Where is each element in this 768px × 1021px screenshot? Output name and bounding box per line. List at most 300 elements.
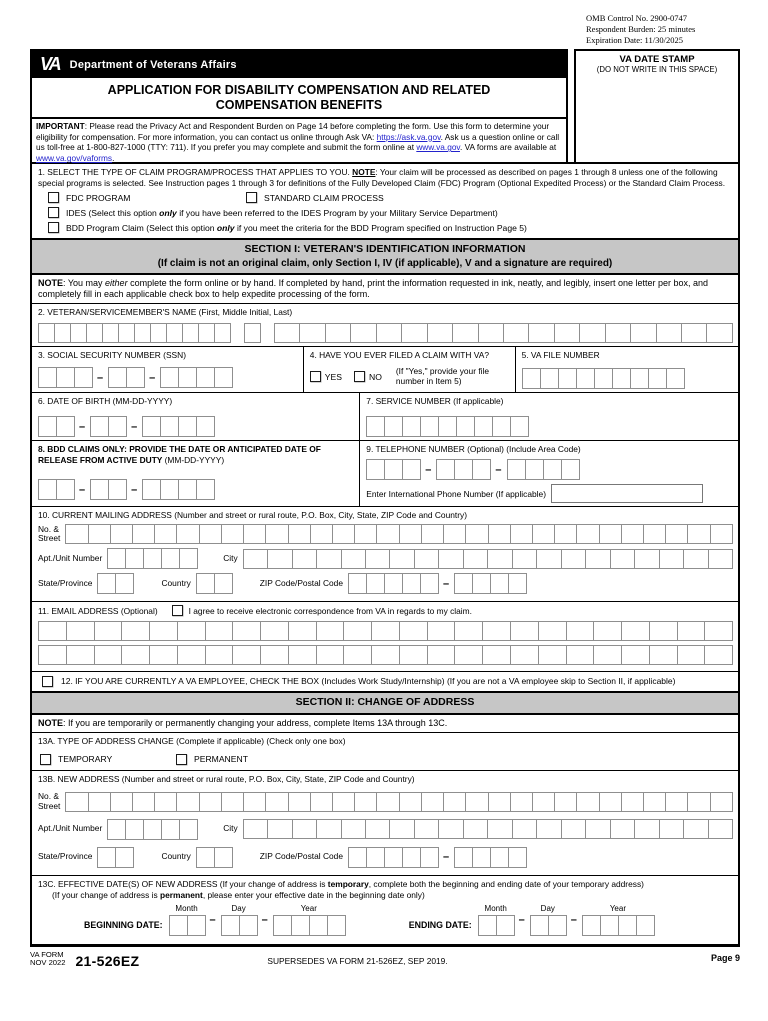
end-month-group bbox=[478, 904, 514, 936]
char-box bbox=[179, 819, 198, 840]
char-box bbox=[118, 323, 135, 343]
country-label: Country bbox=[161, 577, 191, 588]
char-box bbox=[508, 573, 527, 594]
char-box bbox=[465, 792, 488, 812]
char-box bbox=[582, 915, 601, 936]
effective-dates-row bbox=[38, 904, 732, 941]
char-box bbox=[643, 524, 666, 544]
email-boxes-row-1[interactable] bbox=[38, 621, 732, 641]
char-box bbox=[421, 792, 444, 812]
char-box bbox=[452, 323, 478, 343]
char-box bbox=[456, 416, 475, 437]
char-box bbox=[630, 323, 656, 343]
char-box bbox=[232, 621, 261, 641]
char-box bbox=[438, 819, 463, 839]
fdc-program-checkbox[interactable] bbox=[48, 192, 59, 203]
new-zip-boxes[interactable] bbox=[348, 847, 438, 868]
char-box bbox=[332, 524, 355, 544]
char-box bbox=[102, 323, 119, 343]
street-row bbox=[38, 524, 732, 544]
char-box bbox=[522, 368, 541, 389]
char-box bbox=[576, 524, 599, 544]
dash-separator: – bbox=[495, 463, 502, 476]
new-street-row bbox=[38, 792, 732, 812]
va-file-number-boxes[interactable] bbox=[522, 368, 732, 389]
dob-boxes-row bbox=[38, 416, 353, 437]
note-1-text-2: complete the form online or by hand. If completed by hand, print the information requested in ink, neatly, and legibly, insert one letter per box, and completely fill in each applicable check box to help expedite processing of the form. bbox=[38, 278, 709, 300]
char-box bbox=[291, 915, 310, 936]
ssn-serial-boxes[interactable] bbox=[160, 367, 232, 388]
char-box bbox=[288, 645, 317, 665]
char-box bbox=[88, 792, 111, 812]
char-box bbox=[205, 621, 234, 641]
begin-year-boxes[interactable] bbox=[273, 915, 345, 936]
char-box bbox=[239, 915, 258, 936]
char-box bbox=[605, 323, 631, 343]
char-box bbox=[232, 645, 261, 665]
ides-label-pre: IDES (Select this option bbox=[66, 207, 160, 218]
dash-separator: – bbox=[570, 913, 577, 926]
char-box bbox=[389, 819, 414, 839]
end-month-boxes[interactable] bbox=[478, 915, 514, 936]
dob-month-boxes[interactable] bbox=[38, 416, 74, 437]
char-box bbox=[399, 524, 422, 544]
char-box bbox=[108, 367, 127, 388]
item-13c-l2-bold: permanent bbox=[160, 889, 203, 900]
char-box bbox=[643, 792, 666, 812]
country-boxes[interactable] bbox=[196, 573, 232, 594]
char-box bbox=[510, 645, 539, 665]
item-5-va-file-number bbox=[516, 347, 738, 392]
char-box bbox=[196, 479, 215, 500]
char-box bbox=[510, 792, 533, 812]
char-box bbox=[659, 549, 684, 569]
dob-year-boxes[interactable] bbox=[142, 416, 214, 437]
char-box bbox=[371, 645, 400, 665]
char-box bbox=[221, 792, 244, 812]
char-box bbox=[196, 573, 215, 594]
char-box bbox=[214, 323, 231, 343]
release-date-boxes-row bbox=[38, 479, 353, 500]
section-1-title: SECTION I: VETERAN'S IDENTIFICATION INFORMATION bbox=[244, 243, 526, 256]
char-box bbox=[634, 819, 659, 839]
row-items-3-4-5 bbox=[32, 347, 738, 393]
item-13c-effective-dates bbox=[32, 876, 738, 944]
char-box bbox=[316, 819, 341, 839]
phone-line-boxes[interactable] bbox=[507, 459, 579, 480]
char-box bbox=[366, 416, 385, 437]
va-date-stamp-box bbox=[574, 49, 740, 162]
item-13c-l1-pre: 13C. EFFECTIVE DATE(S) OF NEW ADDRESS (If your change of address is bbox=[38, 878, 328, 889]
char-box bbox=[621, 524, 644, 544]
char-box bbox=[593, 645, 622, 665]
important-text-3: . VA forms are available at bbox=[459, 142, 557, 153]
char-box bbox=[143, 819, 162, 840]
char-box bbox=[402, 573, 421, 594]
item-1-text-post: : Your claim will be processed as described on pages 1 through 8 unless one of the following special programs is selected. See Instruction pages 1 through 3 for definitions of the Fully Developed Claim (FDC) Program (Optional Expedited Process) or the Standard Claim Process. bbox=[38, 167, 726, 188]
date-stamp-title: VA DATE STAMP bbox=[619, 54, 695, 65]
omb-control-number: OMB Control No. 2900-0747 bbox=[586, 13, 688, 23]
char-box bbox=[536, 819, 561, 839]
dash-separator: – bbox=[518, 913, 525, 926]
new-apt-boxes[interactable] bbox=[107, 819, 197, 840]
char-box bbox=[488, 524, 511, 544]
new-city-boxes[interactable] bbox=[243, 819, 732, 839]
char-box bbox=[649, 645, 678, 665]
char-box bbox=[621, 645, 650, 665]
char-box bbox=[38, 645, 67, 665]
phone-boxes-row bbox=[366, 459, 732, 480]
first-name-boxes[interactable] bbox=[38, 323, 230, 343]
state-label: State/Province bbox=[38, 577, 93, 588]
item-3-ssn bbox=[32, 347, 304, 392]
service-number-boxes[interactable] bbox=[366, 416, 732, 437]
char-box bbox=[292, 549, 317, 569]
char-box bbox=[142, 479, 161, 500]
char-box bbox=[532, 524, 555, 544]
end-year-boxes[interactable] bbox=[582, 915, 654, 936]
char-box bbox=[38, 479, 57, 500]
char-box bbox=[438, 549, 463, 569]
name-boxes-row bbox=[38, 323, 732, 343]
ides-label-post: if you have been referred to the IDES Program by your Military Service Department) bbox=[176, 207, 498, 218]
char-box bbox=[465, 524, 488, 544]
no-checkbox[interactable] bbox=[354, 371, 365, 382]
ssn-group-boxes[interactable] bbox=[108, 367, 144, 388]
char-box bbox=[490, 573, 509, 594]
char-box bbox=[160, 416, 179, 437]
char-box bbox=[288, 621, 317, 641]
yes-checkbox[interactable] bbox=[310, 371, 321, 382]
char-box bbox=[348, 573, 367, 594]
begin-month-boxes[interactable] bbox=[169, 915, 205, 936]
char-box bbox=[178, 367, 197, 388]
item-13a-label: 13A. TYPE OF ADDRESS CHANGE (Complete if applicable) (Check only one box) bbox=[38, 735, 346, 746]
bdd-option-row bbox=[48, 222, 732, 233]
char-box bbox=[634, 549, 659, 569]
fdc-program-label: FDC PROGRAM bbox=[66, 192, 131, 203]
char-box bbox=[454, 645, 483, 665]
char-box bbox=[196, 847, 215, 868]
email-agree-checkbox[interactable] bbox=[172, 605, 183, 616]
char-box bbox=[110, 524, 133, 544]
email-boxes-row-2[interactable] bbox=[38, 645, 732, 665]
va-gov-link[interactable]: www.va.gov bbox=[416, 142, 460, 153]
temporary-checkbox[interactable] bbox=[40, 754, 51, 765]
char-box bbox=[594, 368, 613, 389]
dash-separator: – bbox=[209, 913, 216, 926]
char-box bbox=[704, 645, 733, 665]
standard-claim-label: STANDARD CLAIM PROCESS bbox=[264, 192, 384, 203]
char-box bbox=[621, 621, 650, 641]
item-2-label: 2. VETERAN/SERVICEMEMBER'S NAME (First, Middle Initial, Last) bbox=[38, 307, 293, 318]
char-box bbox=[687, 524, 710, 544]
char-box bbox=[179, 548, 198, 569]
char-box bbox=[169, 915, 188, 936]
item-10-mailing-address bbox=[32, 507, 738, 602]
item-1-claim-type bbox=[32, 164, 738, 240]
phone-area-boxes[interactable] bbox=[366, 459, 420, 480]
char-box bbox=[66, 645, 95, 665]
char-box bbox=[341, 549, 366, 569]
char-box bbox=[528, 323, 554, 343]
item-13c-label-line1 bbox=[38, 879, 732, 890]
char-box bbox=[288, 524, 311, 544]
apt-boxes[interactable] bbox=[107, 548, 197, 569]
ssn-boxes-row bbox=[38, 367, 297, 388]
char-box bbox=[198, 323, 215, 343]
char-box bbox=[160, 479, 179, 500]
important-text-2: . Ask us a question online or call us toll-free at 1-800-827-1000 (TTY: 711). If you prefer you may complete and submit the form online at bbox=[36, 131, 560, 153]
international-phone-row bbox=[366, 484, 732, 503]
email-agree-label: I agree to receive electronic correspondence from VA in regards to my claim. bbox=[188, 605, 472, 616]
dash-separator: – bbox=[79, 420, 86, 433]
ask-va-link[interactable]: https://ask.va.gov bbox=[376, 131, 441, 142]
release-year-boxes[interactable] bbox=[142, 479, 214, 500]
char-box bbox=[149, 645, 178, 665]
begin-month-group bbox=[169, 904, 205, 936]
important-text-4: . bbox=[112, 152, 115, 163]
char-box bbox=[463, 819, 488, 839]
yes-option bbox=[310, 371, 342, 382]
char-box bbox=[566, 645, 595, 665]
new-street-boxes[interactable] bbox=[65, 792, 732, 812]
char-box bbox=[160, 367, 179, 388]
char-box bbox=[648, 368, 667, 389]
street-label-line2: Street bbox=[38, 533, 61, 544]
char-box bbox=[706, 323, 732, 343]
new-country-boxes[interactable] bbox=[196, 847, 232, 868]
city-label: City bbox=[223, 552, 238, 563]
char-box bbox=[221, 524, 244, 544]
char-box bbox=[177, 621, 206, 641]
char-box bbox=[316, 549, 341, 569]
char-box bbox=[199, 524, 222, 544]
char-box bbox=[496, 915, 515, 936]
omb-expiration-date: Expiration Date: 11/30/2025 bbox=[586, 35, 683, 45]
char-box bbox=[530, 915, 549, 936]
street-label bbox=[38, 525, 60, 544]
char-box bbox=[443, 524, 466, 544]
char-box bbox=[561, 819, 586, 839]
ending-date-label: ENDING DATE: bbox=[408, 919, 472, 930]
char-box bbox=[402, 459, 421, 480]
state-boxes[interactable] bbox=[97, 573, 133, 594]
char-box bbox=[292, 819, 317, 839]
release-day-boxes[interactable] bbox=[90, 479, 126, 500]
char-box bbox=[610, 549, 635, 569]
char-box bbox=[125, 819, 144, 840]
char-box bbox=[97, 573, 116, 594]
char-box bbox=[54, 323, 71, 343]
char-box bbox=[599, 792, 622, 812]
note-1-label: NOTE bbox=[38, 278, 64, 289]
char-box bbox=[166, 323, 183, 343]
middle-initial-box[interactable] bbox=[244, 323, 260, 343]
char-box bbox=[107, 548, 126, 569]
char-box bbox=[341, 819, 366, 839]
char-box bbox=[65, 792, 88, 812]
char-box bbox=[214, 847, 233, 868]
char-box bbox=[389, 549, 414, 569]
standard-claim-checkbox[interactable] bbox=[246, 192, 257, 203]
char-box bbox=[554, 524, 577, 544]
char-box bbox=[656, 323, 682, 343]
bdd-program-checkbox[interactable] bbox=[48, 222, 59, 233]
char-box bbox=[687, 792, 710, 812]
char-box bbox=[492, 416, 511, 437]
item-13c-l1-post: , complete both the beginning and ending date of your temporary address) bbox=[368, 878, 644, 889]
char-box bbox=[510, 524, 533, 544]
item-13a-address-change-type bbox=[32, 733, 738, 771]
char-box bbox=[348, 847, 367, 868]
char-box bbox=[182, 323, 199, 343]
char-box bbox=[665, 792, 688, 812]
item-9-telephone bbox=[360, 441, 738, 506]
char-box bbox=[376, 524, 399, 544]
char-box bbox=[621, 792, 644, 812]
end-day-boxes[interactable] bbox=[530, 915, 566, 936]
char-box bbox=[243, 524, 266, 544]
char-box bbox=[243, 549, 268, 569]
char-box bbox=[125, 548, 144, 569]
char-box bbox=[214, 573, 233, 594]
char-box bbox=[576, 792, 599, 812]
va-form-date: NOV 2022 bbox=[30, 958, 66, 968]
new-street-label-line2: Street bbox=[38, 800, 61, 811]
char-box bbox=[659, 819, 684, 839]
char-box bbox=[463, 549, 488, 569]
char-box bbox=[512, 819, 537, 839]
year-header: Year bbox=[300, 903, 317, 913]
item-13c-l1-bold: temporary bbox=[327, 878, 369, 889]
city-boxes[interactable] bbox=[243, 549, 732, 569]
ssn-area-boxes[interactable] bbox=[38, 367, 92, 388]
char-box bbox=[154, 792, 177, 812]
char-box bbox=[561, 459, 580, 480]
section-2-header bbox=[32, 693, 738, 715]
char-box bbox=[554, 792, 577, 812]
char-box bbox=[366, 459, 385, 480]
item-1-text bbox=[38, 167, 732, 188]
char-box bbox=[487, 549, 512, 569]
char-box bbox=[612, 368, 631, 389]
item-8-label-bold: 8. BDD CLAIMS ONLY: PROVIDE THE DATE OR ANTICIPATED DATE OF RELEASE FROM ACTIVE DUTY bbox=[38, 444, 321, 465]
char-box bbox=[427, 645, 456, 665]
char-box bbox=[384, 847, 403, 868]
char-box bbox=[472, 459, 491, 480]
international-phone-input[interactable] bbox=[551, 484, 703, 503]
header-left bbox=[30, 49, 568, 162]
ides-checkbox[interactable] bbox=[48, 207, 59, 218]
va-employee-checkbox[interactable] bbox=[42, 676, 53, 687]
char-box bbox=[90, 479, 109, 500]
char-box bbox=[260, 621, 289, 641]
temporary-label: TEMPORARY bbox=[58, 754, 113, 765]
new-zip-plus4-boxes[interactable] bbox=[454, 847, 526, 868]
new-state-boxes[interactable] bbox=[97, 847, 133, 868]
char-box bbox=[134, 323, 151, 343]
char-box bbox=[132, 792, 155, 812]
char-box bbox=[610, 819, 635, 839]
char-box bbox=[525, 459, 544, 480]
char-box bbox=[487, 819, 512, 839]
day-header: Day bbox=[231, 903, 246, 913]
char-box bbox=[74, 367, 93, 388]
char-box bbox=[436, 459, 455, 480]
va-forms-link[interactable]: www.va.gov/vaforms bbox=[36, 152, 113, 163]
item-5-label: 5. VA FILE NUMBER bbox=[521, 350, 600, 361]
char-box bbox=[510, 416, 529, 437]
zip-boxes[interactable] bbox=[348, 573, 438, 594]
char-box bbox=[510, 621, 539, 641]
char-box bbox=[38, 416, 57, 437]
new-city-label: City bbox=[223, 823, 238, 834]
item-3-label: 3. SOCIAL SECURITY NUMBER (SSN) bbox=[38, 350, 186, 361]
zip-plus4-boxes[interactable] bbox=[454, 573, 526, 594]
char-box bbox=[371, 621, 400, 641]
char-box bbox=[384, 459, 403, 480]
char-box bbox=[149, 621, 178, 641]
char-box bbox=[478, 323, 504, 343]
char-box bbox=[538, 621, 567, 641]
char-box bbox=[478, 915, 497, 936]
char-box bbox=[70, 323, 87, 343]
begin-day-boxes[interactable] bbox=[221, 915, 257, 936]
form-body bbox=[30, 162, 740, 947]
char-box bbox=[399, 621, 428, 641]
dob-day-boxes[interactable] bbox=[90, 416, 126, 437]
va-form-label: VA FORM bbox=[30, 949, 64, 959]
char-box bbox=[65, 524, 88, 544]
item-4-filed-claim bbox=[304, 347, 516, 392]
char-box bbox=[665, 524, 688, 544]
begin-year-group bbox=[273, 904, 345, 936]
char-box bbox=[350, 323, 376, 343]
char-box bbox=[176, 792, 199, 812]
form-title-line2: COMPENSATION BENEFITS bbox=[215, 98, 383, 112]
item-13c-l2-post: , please enter your effective date in the beginning date only) bbox=[202, 889, 425, 900]
char-box bbox=[56, 479, 75, 500]
char-box bbox=[454, 847, 473, 868]
release-month-boxes[interactable] bbox=[38, 479, 74, 500]
item-4-label: 4. HAVE YOU EVER FILED A CLAIM WITH VA? bbox=[309, 350, 489, 361]
month-header: Month bbox=[484, 903, 507, 913]
phone-prefix-boxes[interactable] bbox=[436, 459, 490, 480]
char-box bbox=[150, 323, 167, 343]
char-box bbox=[187, 915, 206, 936]
char-box bbox=[243, 792, 266, 812]
char-box bbox=[354, 792, 377, 812]
char-box bbox=[97, 847, 116, 868]
char-box bbox=[143, 548, 162, 569]
char-box bbox=[708, 549, 733, 569]
char-box bbox=[199, 792, 222, 812]
char-box bbox=[343, 645, 372, 665]
char-box bbox=[402, 416, 421, 437]
last-name-boxes[interactable] bbox=[274, 323, 732, 343]
char-box bbox=[561, 549, 586, 569]
char-box bbox=[260, 645, 289, 665]
char-box bbox=[438, 416, 457, 437]
street-boxes[interactable] bbox=[65, 524, 732, 544]
char-box bbox=[376, 792, 399, 812]
item-7-service-number bbox=[360, 393, 738, 440]
permanent-checkbox[interactable] bbox=[176, 754, 187, 765]
char-box bbox=[327, 915, 346, 936]
item-8-label-normal: (MM-DD-YYYY) bbox=[164, 454, 225, 465]
char-box bbox=[110, 792, 133, 812]
